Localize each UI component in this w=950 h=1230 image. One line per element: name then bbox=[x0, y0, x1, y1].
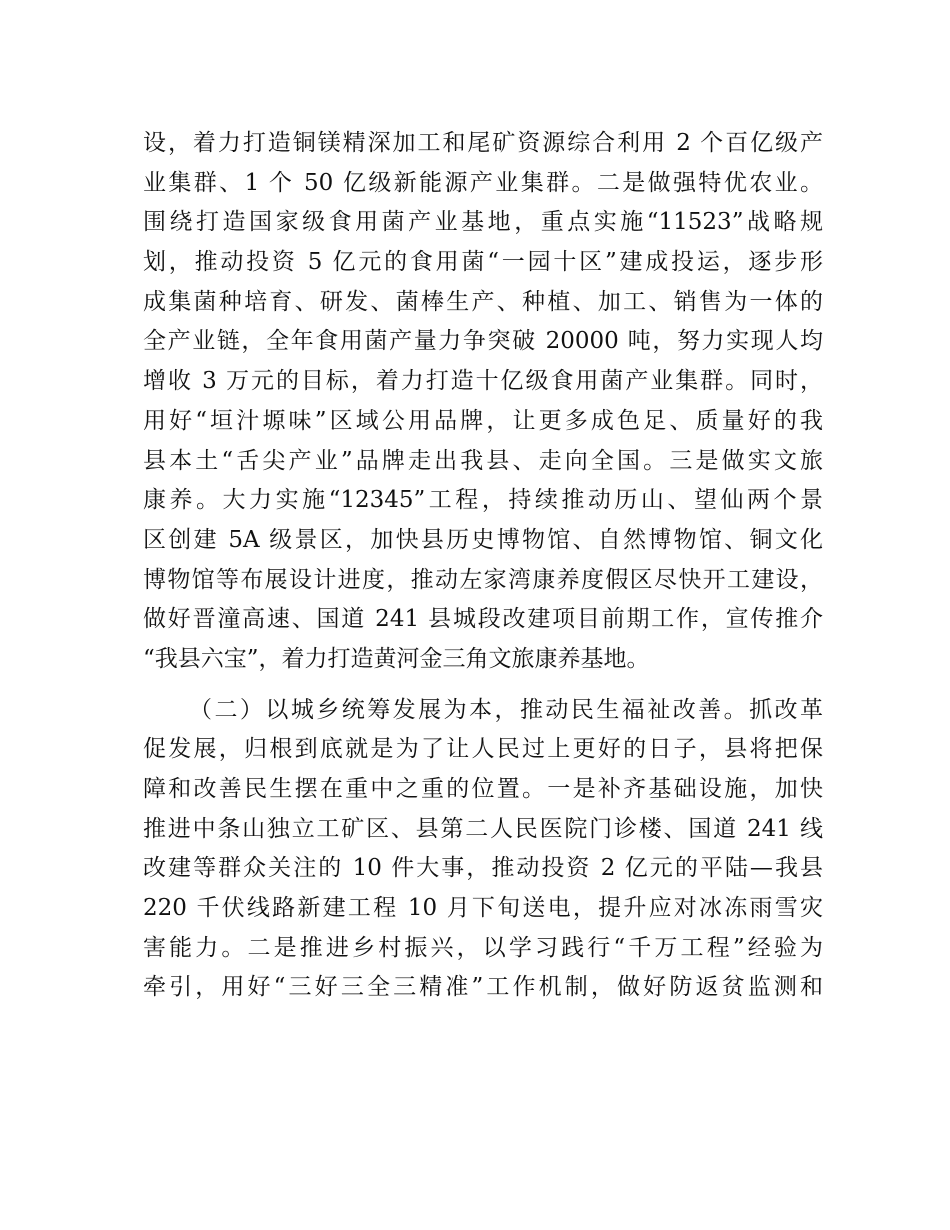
text-line: 用好“垣汁塬味”区域公用品牌，让更多成色足、质量好的我 bbox=[143, 407, 823, 434]
text-line: 全产业链，全年食用菌产量力争突破 20000 吨，努力实现人均 bbox=[143, 328, 823, 355]
document-body bbox=[143, 124, 823, 1008]
paragraph-1 bbox=[143, 124, 823, 680]
paragraph-2 bbox=[143, 691, 823, 1009]
text-line: 划，推动投资 5 亿元的食用菌“一园十区”建成投运，逐步形 bbox=[143, 249, 823, 276]
text-line: 做好晋潼高速、国道 241 县城段改建项目前期工作，宣传推介 bbox=[143, 606, 823, 633]
text-line: 220 千伏线路新建工程 10 月下旬送电，提升应对冰冻雨雪灾 bbox=[143, 895, 823, 922]
text-line: 成集菌种培育、研发、菌棒生产、种植、加工、销售为一体的 bbox=[143, 288, 823, 315]
text-line: （二）以城乡统筹发展为本，推动民生福祉改善。抓改革 bbox=[189, 696, 823, 723]
text-line: 障和改善民生摆在重中之重的位置。一是补齐基础设施，加快 bbox=[143, 776, 823, 802]
paragraph-gap bbox=[143, 680, 823, 691]
text-line: 害能力。二是推进乡村振兴，以学习践行“千万工程”经验为 bbox=[143, 934, 823, 961]
text-line: 业集群、1 个 50 亿级新能源产业集群。二是做强特优农业。 bbox=[143, 169, 823, 196]
text-line: 围绕打造国家级食用菌产业基地，重点实施“11523”战略规 bbox=[143, 209, 823, 236]
text-line: 促发展，归根到底就是为了让人民过上更好的日子，县将把保 bbox=[143, 736, 823, 763]
text-line: 改建等群众关注的 10 件大事，推动投资 2 亿元的平陆—我县 bbox=[143, 855, 823, 882]
text-line: 区创建 5A 级景区，加快县历史博物馆、自然博物馆、铜文化 bbox=[143, 526, 823, 553]
text-line: 设，着力打造铜镁精深加工和尾矿资源综合利用 2 个百亿级产 bbox=[143, 130, 823, 156]
text-line: 康养。大力实施“12345”工程，持续推动历山、望仙两个景 bbox=[143, 487, 823, 514]
text-line: 牵引，用好“三好三全三精准”工作机制，做好防返贫监测和 bbox=[143, 974, 823, 1001]
text-line: 博物馆等布展设计进度，推动左家湾康养度假区尽快开工建设， bbox=[143, 566, 823, 593]
text-line: 推进中条山独立工矿区、县第二人民医院门诊楼、国道 241 线 bbox=[143, 815, 823, 842]
text-line: 增收 3 万元的目标，着力打造十亿级食用菌产业集群。同时， bbox=[143, 368, 823, 395]
text-line: 县本土“舌尖产业”品牌走出我县、走向全国。三是做实文旅 bbox=[143, 447, 823, 474]
text-line: “我县六宝”，着力打造黄河金三角文旅康养基地。 bbox=[143, 645, 650, 672]
